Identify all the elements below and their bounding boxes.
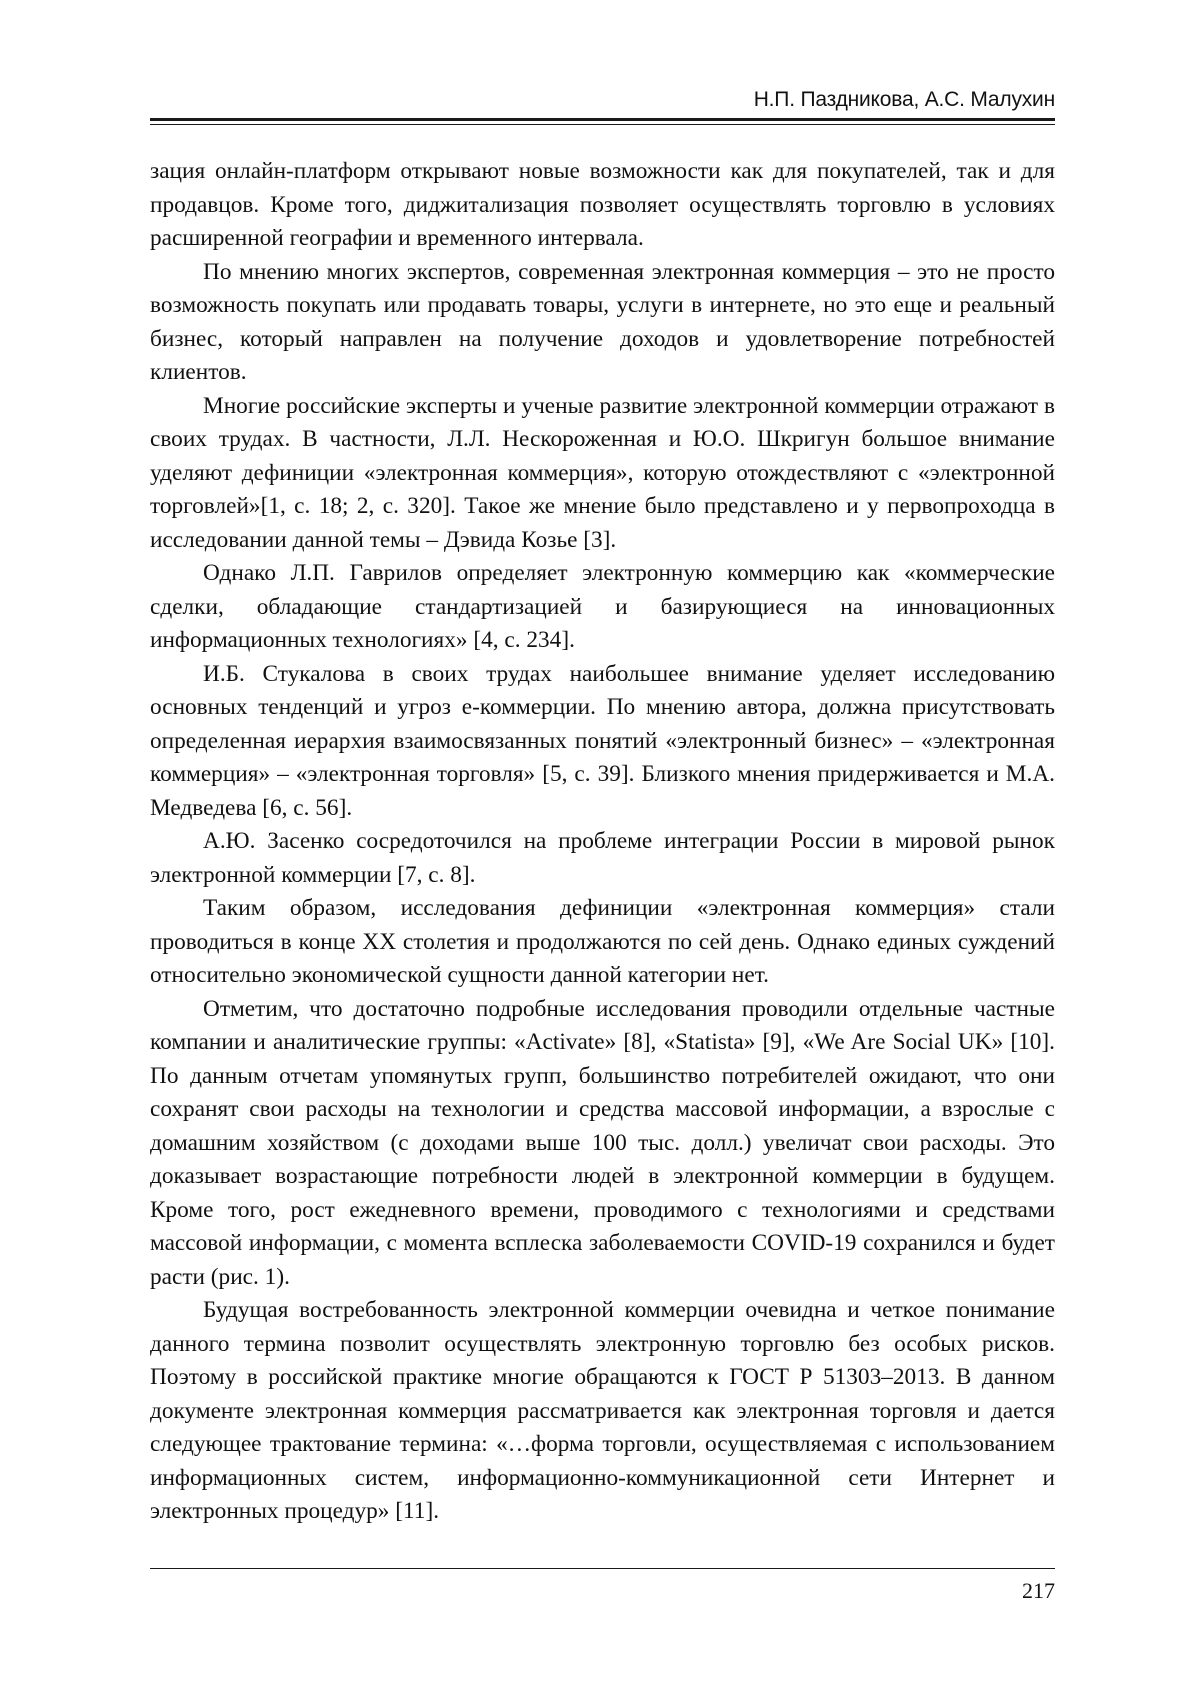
running-header-authors: Н.П. Паздникова, А.С. Малухин	[150, 88, 1055, 112]
paragraph: И.Б. Стукалова в своих трудах наибольшее внимание уделяет исследованию основных тенденций и угроз е-коммерции. По мнению автора, должна присутствовать определенная иерархия взаимосвязанных понятий «электронный бизнес» – «электронная коммерция» – «электронная торговля» [5, с. 39]. Близкого мнения придерживается и М.А. Медведева [6, с. 56].	[150, 658, 1055, 826]
header-rule-thick	[150, 118, 1055, 121]
page-number: 217	[150, 1578, 1055, 1604]
paragraph: По мнению многих экспертов, современная электронная коммерция – это не просто возможность покупать или продавать товары, услуги в интернете, но это еще и реальный бизнес, который направлен на получение доходов и удовлетворение потребностей клиентов.	[150, 256, 1055, 390]
paragraph: Будущая востребованность электронной коммерции очевидна и четкое понимание данного термина позволит осуществлять электронную торговлю без особых рисков. Поэтому в российской практике многие обращаются к ГОСТ Р 51303–2013. В данном документе электронная коммерция рассматривается как электронная торговля и дается следующее трактование термина: «…форма торговли, осуществляемая с использованием информационных систем, информационно-коммуникационной сети Интернет и электронных процедур» [11].	[150, 1294, 1055, 1529]
paragraph: Отметим, что достаточно подробные исследования проводили отдельные частные компании и аналитические группы: «Activate» [8], «Statista» [9], «We Are Social UK» [10]. По данным отчетам упомянутых групп, большинство потребителей ожидают, что они сохранят свои расходы на технологии и средства массовой информации, а взрослые с домашним хозяйством (с доходами выше 100 тыс. долл.) увеличат свои расходы. Это доказывает возрастающие потребности людей в электронной коммерции в будущем. Кроме того, рост ежедневного времени, проводимого с технологиями и средствами массовой информации, с момента всплеска заболеваемости COVID-19 сохранился и будет расти (рис. 1).	[150, 993, 1055, 1295]
paragraph: Однако Л.П. Гаврилов определяет электронную коммерцию как «коммерческие сделки, обладающие стандартизацией и базирующиеся на инновационных информационных технологиях» [4, с. 234].	[150, 557, 1055, 658]
body-text	[150, 155, 1055, 1529]
paragraph-continuation: зация онлайн-платформ открывают новые возможности как для покупателей, так и для продавцов. Кроме того, диджитализация позволяет осуществлять торговлю в условиях расширенной географии и временного интервала.	[150, 155, 1055, 256]
header-rule-thin	[150, 124, 1055, 125]
paragraph: А.Ю. Засенко сосредоточился на проблеме интеграции России в мировой рынок электронной коммерции [7, с. 8].	[150, 825, 1055, 892]
paragraph: Таким образом, исследования дефиниции «электронная коммерция» стали проводиться в конце XX столетия и продолжаются по сей день. Однако единых суждений относительно экономической сущности данной категории нет.	[150, 892, 1055, 993]
paragraph: Многие российские эксперты и ученые развитие электронной коммерции отражают в своих трудах. В частности, Л.Л. Нескороженная и Ю.О. Шкригун большое внимание уделяют дефиниции «электронная коммерция», которую отождествляют с «электронной торговлей»[1, с. 18; 2, с. 320]. Такое же мнение было представлено и у первопроходца в исследовании данной темы – Дэвида Козье [3].	[150, 390, 1055, 558]
document-page	[0, 0, 1200, 1705]
footer-rule	[150, 1568, 1055, 1569]
